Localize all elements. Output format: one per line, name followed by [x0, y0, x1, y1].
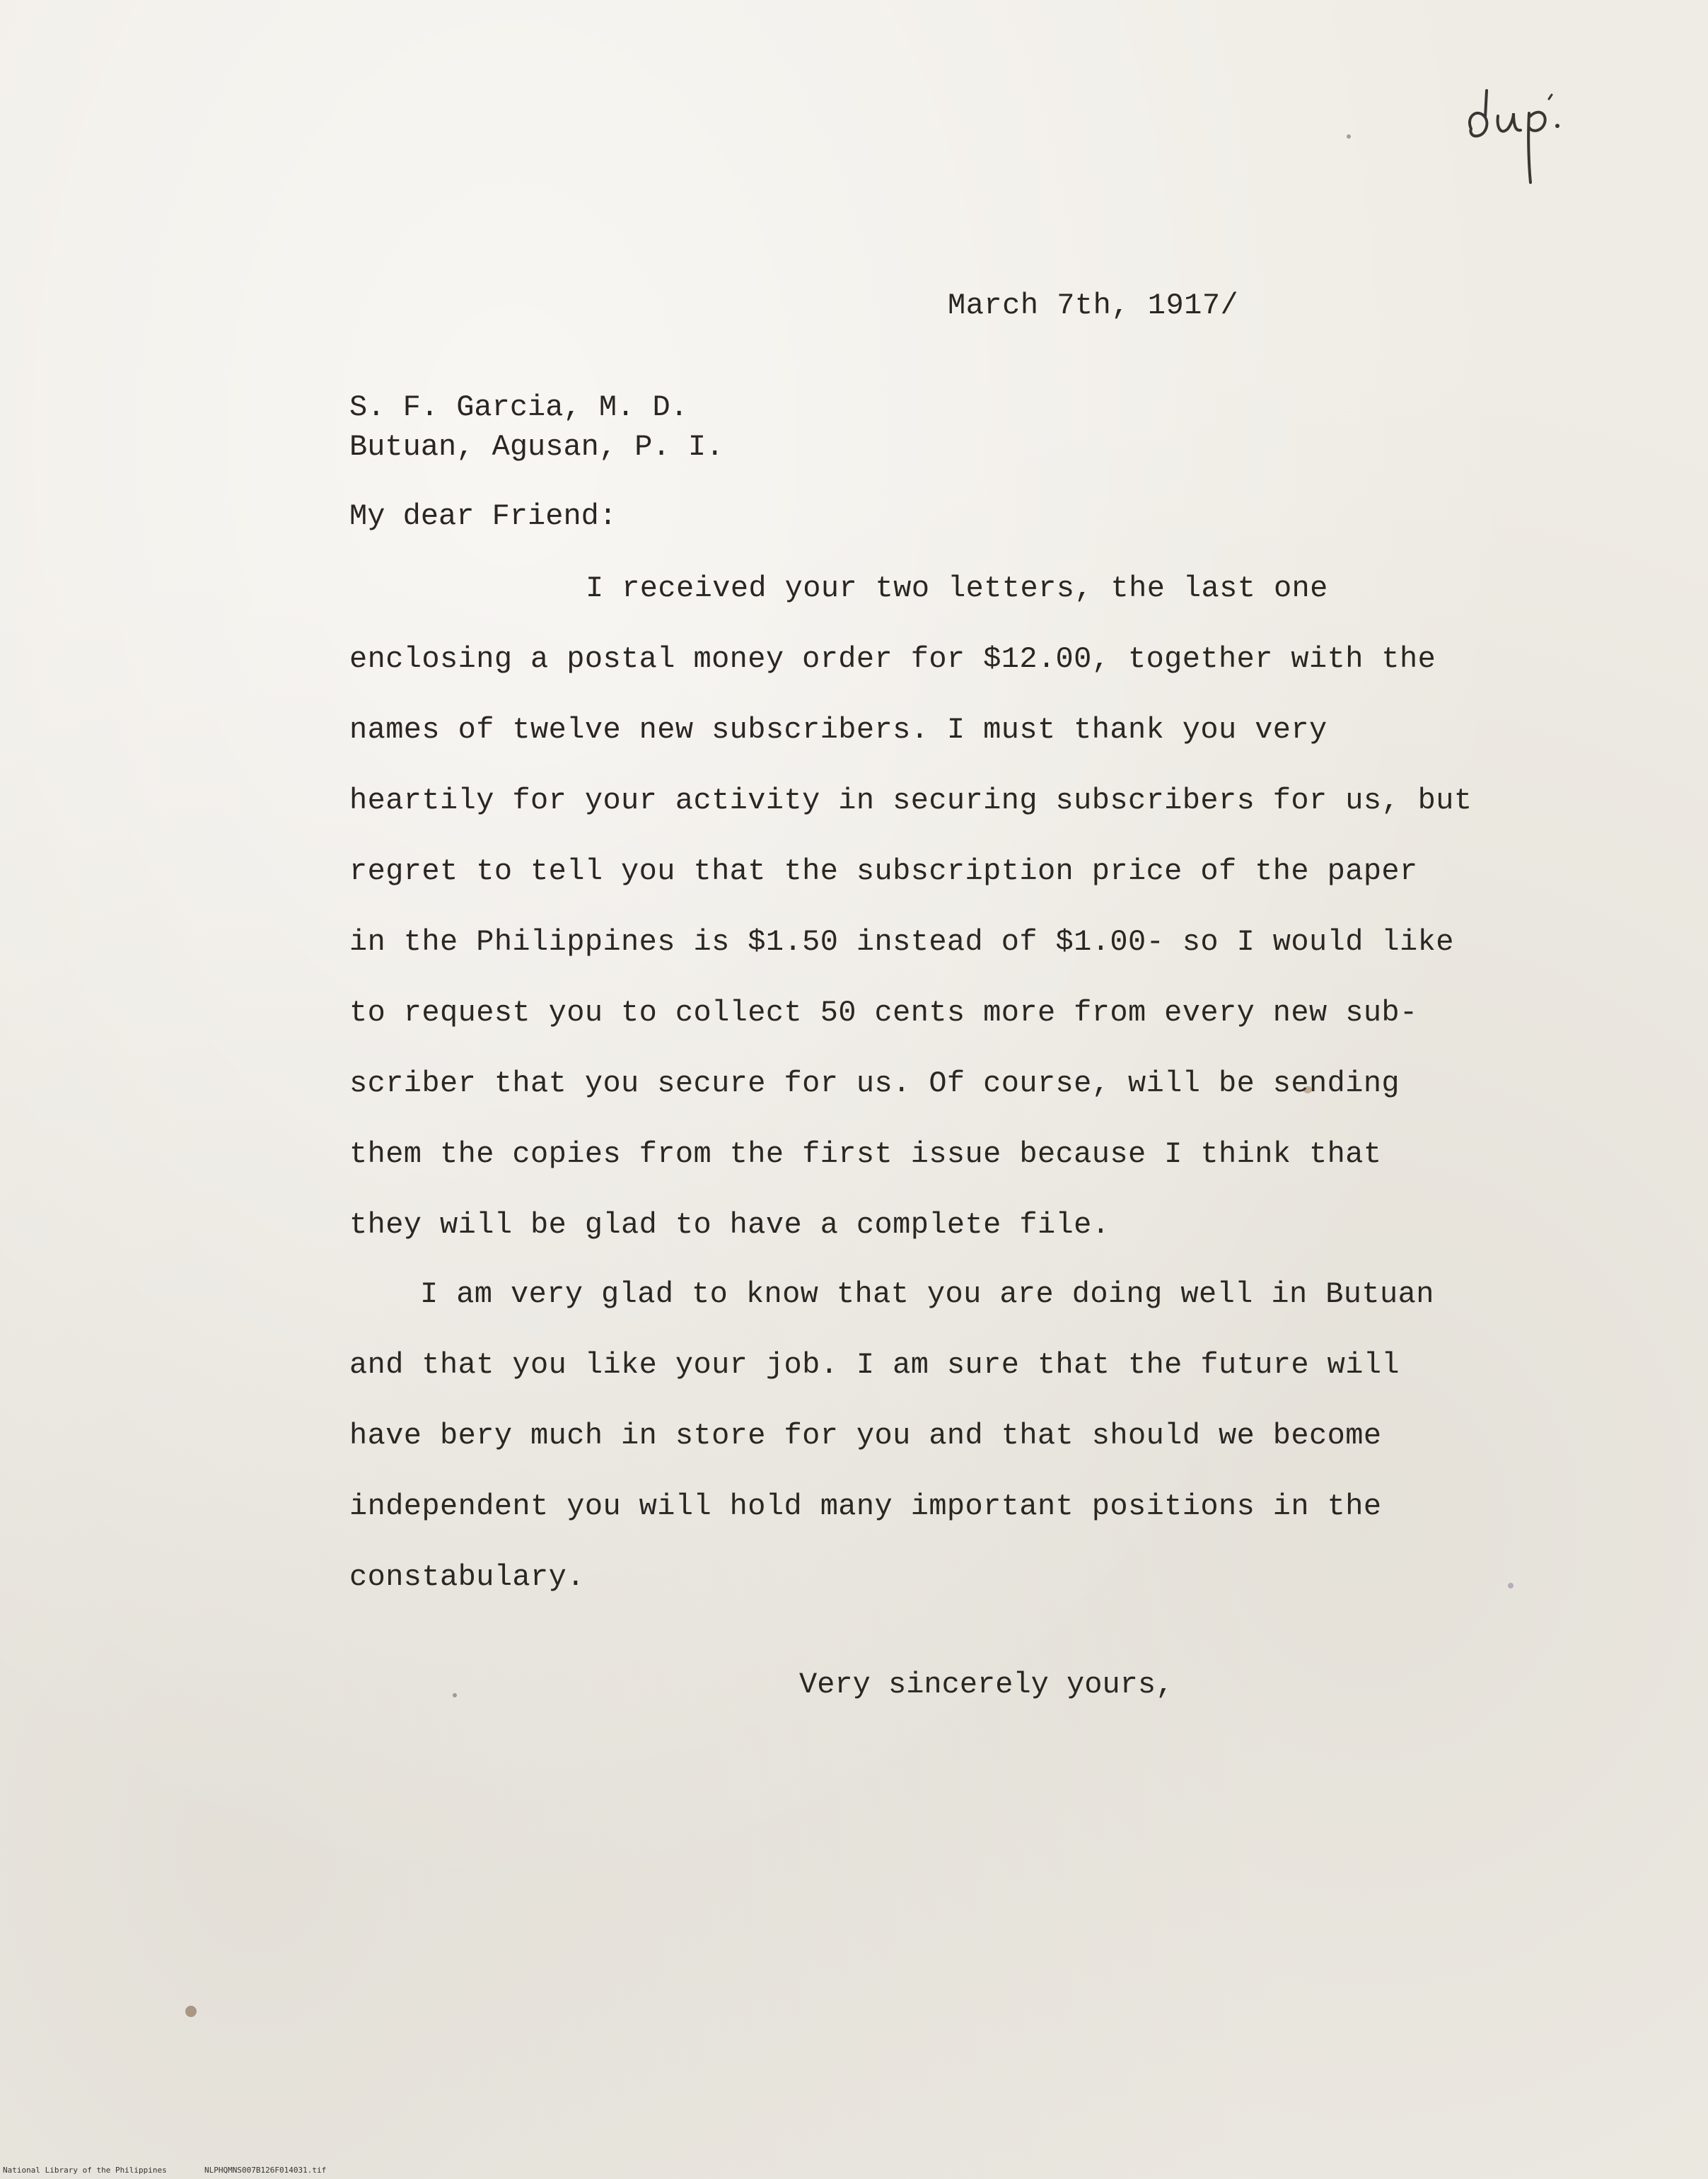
paper-stain: [185, 2006, 197, 2017]
body-line: they will be glad to have a complete file.: [349, 1208, 1110, 1242]
footer-library: National Library of the Philippines: [3, 2166, 167, 2175]
footer-file-id: NLPHQMNS007B126F014031.tif: [204, 2166, 327, 2175]
paper-stain: [1347, 134, 1351, 139]
letter-date: March 7th, 1917/: [948, 289, 1239, 323]
body-line: in the Philippines is $1.50 instead of $1.00- so I would like: [349, 925, 1454, 959]
body-line: regret to tell you that the subscription price of the paper: [349, 854, 1418, 888]
body-line: independent you will hold many important positions in the: [349, 1489, 1382, 1523]
closing: Very sincerely yours,: [799, 1668, 1174, 1702]
body-line: scriber that you secure for us. Of course, will be sending: [349, 1067, 1400, 1100]
recipient-name: S. F. Garcia, M. D.: [349, 390, 688, 424]
body-line: names of twelve new subscribers. I must thank you very: [349, 713, 1328, 747]
handwritten-annotation: [1458, 76, 1586, 190]
body-line: heartily for your activity in securing subscribers for us, but: [349, 784, 1472, 818]
salutation: My dear Friend:: [349, 499, 617, 533]
body-line: I am very glad to know that you are doing well in Butuan: [420, 1277, 1434, 1311]
body-line: them the copies from the first issue because I think that: [349, 1137, 1382, 1171]
body-line: constabulary.: [349, 1560, 585, 1594]
body-line: to request you to collect 50 cents more from every new sub-: [349, 996, 1418, 1030]
paper-stain: [1508, 1583, 1514, 1588]
body-line: have bery much in store for you and that should we become: [349, 1419, 1382, 1453]
paper-stain: [453, 1693, 457, 1697]
body-line: enclosing a postal money order for $12.00, together with the: [349, 642, 1436, 676]
body-line: I received your two letters, the last one: [586, 571, 1328, 605]
recipient-address: Butuan, Agusan, P. I.: [349, 430, 724, 464]
scan-footer: [3, 2166, 326, 2175]
body-line: and that you like your job. I am sure that the future will: [349, 1348, 1400, 1382]
